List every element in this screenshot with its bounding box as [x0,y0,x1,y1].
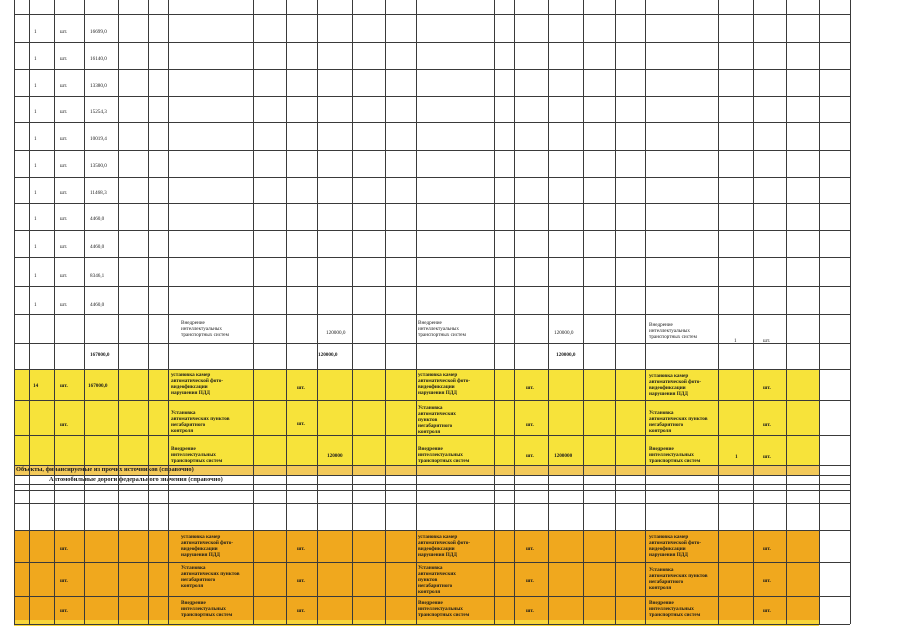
grid-row-line [14,14,850,15]
measure-gauge-control: Установка автоматических пунктов негабаритного контроля [181,565,240,589]
its-amount: 120000,0 [326,330,346,336]
row-value: 10019,4 [90,136,107,142]
row-num: 1 [34,216,37,222]
measure-unit: шт. [297,421,305,427]
total-value: 167000,0 [90,352,110,358]
orange-unit: шт. [60,578,68,584]
row-num: 1 [34,190,37,196]
yellow-unit: шт. [60,422,68,428]
grid-row-line [14,503,850,504]
row-num: 1 [34,29,37,35]
row-num: 1 [34,83,37,89]
its-description: Внедрение интеллектуальных транспортных систем [181,320,229,338]
orange-unit: шт. [60,546,68,552]
measure-gauge-control: Установка автоматических пунктов негабаритного контроля [649,410,708,434]
measure-unit: шт. [297,578,305,584]
measure-its: Внедрение интеллектуальных транспортных систем [649,446,701,464]
measure-its: Внедрение интеллектуальных транспортных систем [418,446,470,464]
measure-cameras: установка камер автоматической фото- видеофиксации нарушения ПДД [649,373,702,397]
grid-row-line [14,562,850,563]
grid-row-line [14,69,850,70]
measure-gauge-control: Установка автоматических пунктов негабаритного контроля [171,410,230,434]
measure-cameras: установка камер автоматической фото- видеофиксации нарушения ПДД [418,372,471,396]
row-unit: шт. [60,244,68,250]
grid-row-line [14,369,850,370]
yellow-num: 14 [33,383,39,389]
grid-row-line [14,150,850,151]
measure-unit: шт. [763,385,771,391]
row-value: 8346,1 [90,273,105,279]
measure-its: Внедрение интеллектуальных транспортных систем [418,600,470,618]
measure-amount: 120000 [327,453,343,459]
measure-unit: шт. [297,608,305,614]
measure-unit: шт. [763,578,771,584]
its-amount: 120000,0 [554,330,574,336]
total-value: 120000,0 [556,352,576,358]
measure-unit: шт. [526,385,534,391]
grid-row-line [14,484,850,485]
its-unit: шт. [763,338,771,344]
measure-qty: 1 [735,454,738,460]
measure-unit: шт. [763,608,771,614]
grid-row-line [14,42,850,43]
grid-row-line [14,596,850,597]
grid-row-line [14,203,850,204]
row-num: 1 [34,273,37,279]
measure-gauge-control: Установка автоматических пунктов негабаритного контроля [418,565,456,595]
measure-cameras: установка камер автоматической фото- видеофиксации нарушения ПДД [181,534,234,558]
row-unit: шт. [60,273,68,279]
grid-row-line [14,490,850,491]
measure-unit: шт. [763,454,771,460]
row-value: 4460,0 [90,302,105,308]
row-value: 13500,0 [90,163,107,169]
grid-column-line [850,0,851,624]
row-unit: шт. [60,136,68,142]
grid-row-line [14,230,850,231]
row-value: 4460,0 [90,216,105,222]
its-qty: 1 [734,338,737,344]
row-value: 4460,0 [90,244,105,250]
grid-row-line [14,286,850,287]
measure-cameras: установка камер автоматической фото- видеофиксации нарушения ПДД [649,534,702,558]
grid-row-line [14,314,850,315]
grid-row-line [14,257,850,258]
row-unit: шт. [60,216,68,222]
measure-unit: шт. [526,453,534,459]
row-num: 1 [34,56,37,62]
grid-row-line [14,435,850,436]
measure-unit: шт. [526,546,534,552]
grid-row-line [14,122,850,123]
its-description: Внедрение интеллектуальных транспортных систем [418,320,466,338]
its-description: Внедрение интеллектуальных транспортных систем [649,322,697,340]
measure-unit: шт. [526,608,534,614]
measure-unit: шт. [297,385,305,391]
grid-row-line [14,400,850,401]
measure-unit: шт. [763,422,771,428]
row-value: 11468,3 [90,190,107,196]
row-value: 13380,0 [90,83,107,89]
row-value: 16699,0 [90,29,107,35]
measure-its: Внедрение интеллектуальных транспортных систем [649,600,701,618]
grid-row-line [14,465,850,466]
grid-row-line [14,530,850,531]
grid-row-line [14,96,850,97]
row-unit: шт. [60,302,68,308]
measure-amount: 1200000 [554,453,573,459]
measure-its: Внедрение интеллектуальных транспортных систем [181,600,233,618]
section-subtitle: Автомобильные дороги федерального значения (справочно) [49,476,223,483]
measure-unit: шт. [526,422,534,428]
measure-cameras: установка камер автоматической фото- видеофиксации нарушения ПДД [418,534,471,558]
orange-unit: шт. [60,608,68,614]
grid-row-line [14,624,850,625]
measure-unit: шт. [526,578,534,584]
row-unit: шт. [60,109,68,115]
measure-gauge-control: Установка автоматических пунктов негабаритного контроля [418,405,456,435]
row-unit: шт. [60,190,68,196]
yellow-unit: шт. [60,383,68,389]
row-value: 16140,0 [90,56,107,62]
measure-gauge-control: Установка автоматических пунктов негабаритного контроля [649,567,708,591]
row-unit: шт. [60,163,68,169]
grid-row-line [14,343,850,344]
measure-unit: шт. [297,546,305,552]
row-unit: шт. [60,29,68,35]
total-value: 120000,0 [318,352,338,358]
row-num: 1 [34,244,37,250]
row-value: 15254,3 [90,109,107,115]
row-num: 1 [34,136,37,142]
yellow-total: 167000,0 [88,383,108,389]
row-num: 1 [34,163,37,169]
measure-unit: шт. [763,546,771,552]
grid-row-line [14,475,850,476]
measure-cameras: установка камер автоматической фото- видеофиксации нарушения ПДД [171,372,224,396]
row-unit: шт. [60,56,68,62]
row-num: 1 [34,302,37,308]
row-num: 1 [34,109,37,115]
grid-row-line [14,177,850,178]
section-title: Объекты, финансируемые из прочих источников (справочно) [16,466,194,473]
measure-its: Внедрение интеллектуальных транспортных систем [171,446,223,464]
row-unit: шт. [60,83,68,89]
